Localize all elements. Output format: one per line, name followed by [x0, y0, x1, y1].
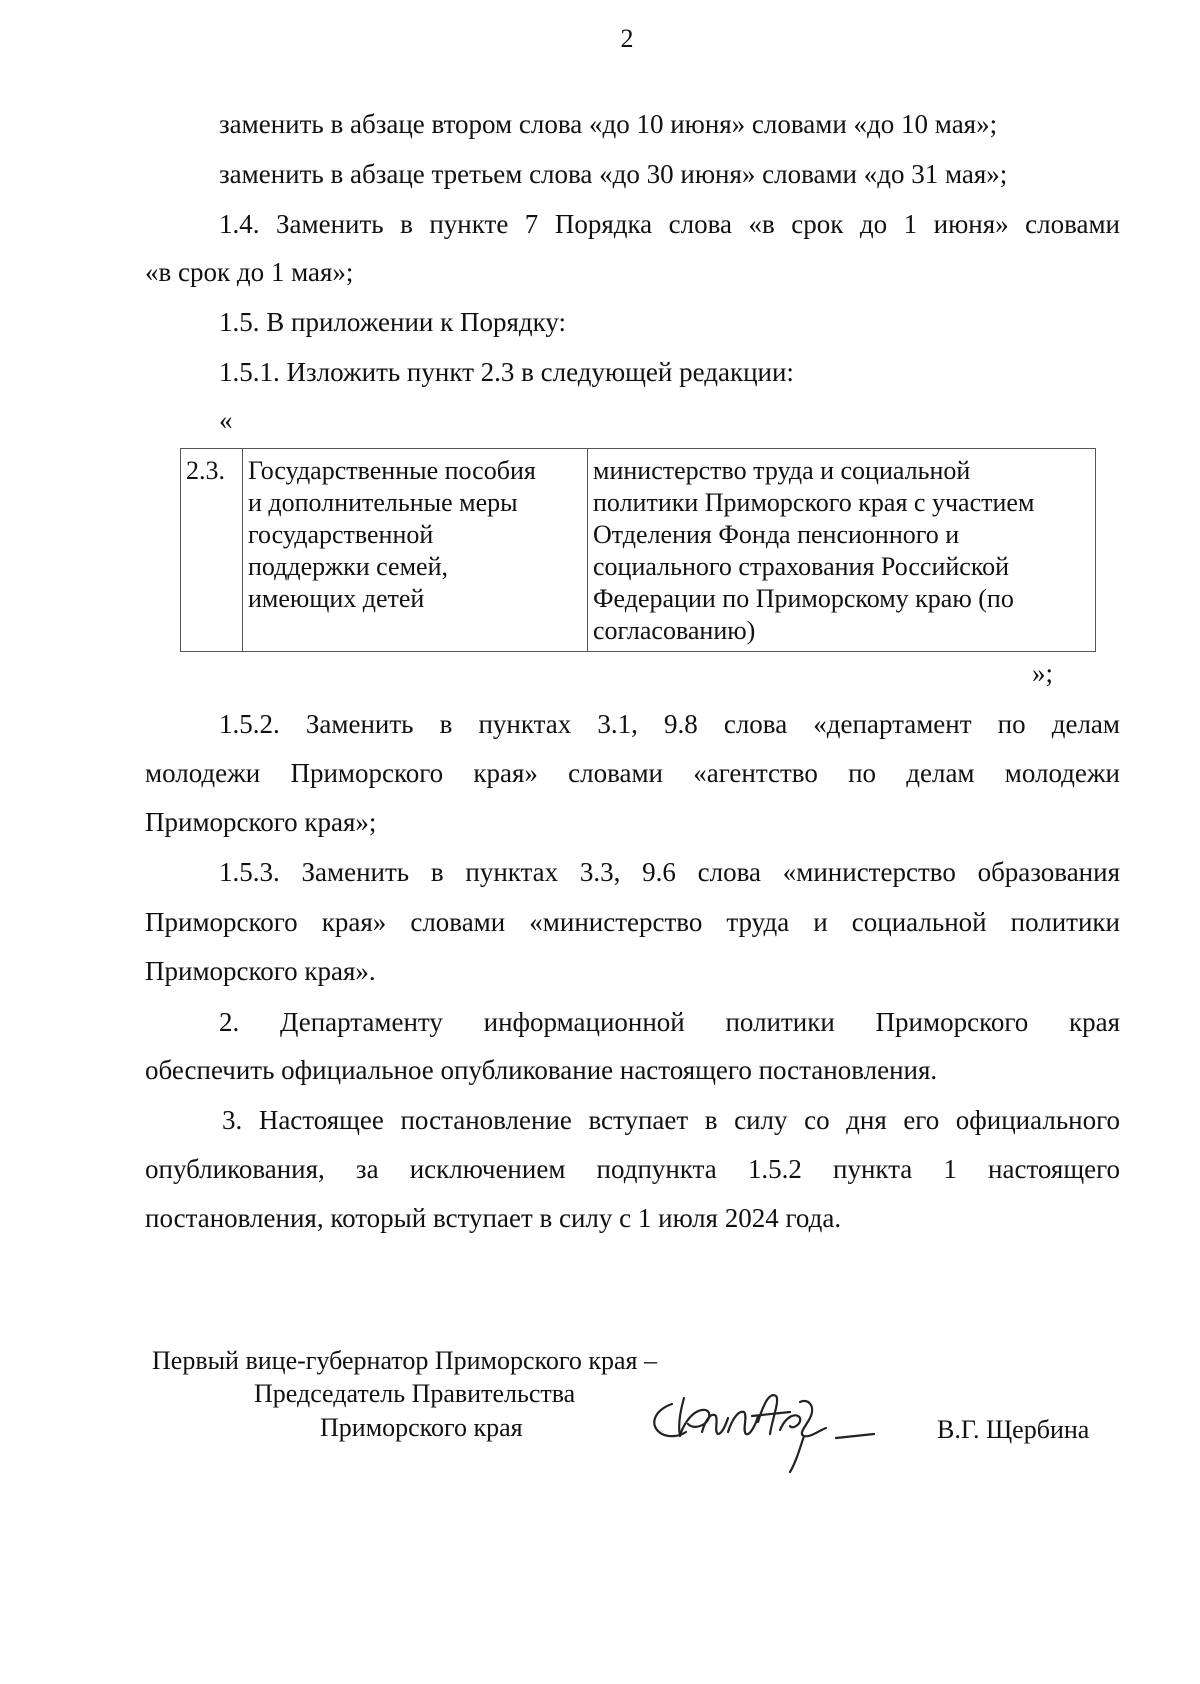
handwritten-signature-icon: [640, 1382, 920, 1482]
cell-line: министерство труда и социальной: [593, 456, 971, 485]
paragraph-1-5-1: 1.5.1. Изложить пункт 2.3 в следующей редакции:: [219, 357, 794, 387]
signatory-name: В.Г. Щербина: [937, 1415, 1090, 1444]
cell-line: 2.3.: [186, 456, 225, 485]
paragraph-1-5-3-line2: Приморского края» словами «министерство труда и социальной политики: [145, 907, 1120, 937]
insert-table: [180, 448, 1096, 652]
cell-line: Федерации по Приморскому краю (по: [593, 584, 1014, 613]
table-cell-number: [181, 449, 243, 652]
quote-open: «: [219, 405, 233, 435]
table-cell-name: [243, 449, 588, 652]
paragraph-1-5-2-line1: 1.5.2. Заменить в пунктах 3.1, 9.8 слова «департамент по делам: [219, 709, 1120, 739]
signatory-position-line3: Приморского края: [320, 1413, 523, 1442]
paragraph-3-line2: опубликования, за исключением подпункта 1.5.2 пункта 1 настоящего: [145, 1154, 1120, 1184]
quote-close: »;: [1032, 658, 1054, 688]
cell-line: Отделения Фонда пенсионного и: [593, 520, 960, 549]
signatory-position-line2: Председатель Правительства: [254, 1379, 576, 1408]
paragraph-1-4-line2: «в срок до 1 мая»;: [145, 257, 354, 287]
cell-line: согласованию): [593, 616, 756, 645]
paragraph-2-line2: обеспечить официальное опубликование настоящего постановления.: [145, 1055, 938, 1085]
cell-line: поддержки семей,: [248, 552, 448, 581]
paragraph-1-5: 1.5. В приложении к Порядку:: [219, 307, 566, 337]
paragraph-1-5-3-line3: Приморского края».: [145, 956, 376, 986]
paragraph-1-5-2-line2: молодежи Приморского края» словами «агентство по делам молодежи: [145, 758, 1120, 788]
paragraph-1-5-2-line3: Приморского края»;: [145, 807, 377, 837]
cell-line: социального страхования Российской: [593, 552, 1010, 581]
cell-line: имеющих детей: [248, 584, 425, 613]
page-number: 2: [620, 24, 634, 53]
paragraph-abzac-3: заменить в абзаце третьем слова «до 30 июня» словами «до 31 мая»;: [219, 159, 1008, 189]
paragraph-1-4-line1: 1.4. Заменить в пункте 7 Порядка слова «в срок до 1 июня» словами: [219, 209, 1120, 239]
cell-line: и дополнительные меры: [248, 488, 518, 517]
paragraph-abzac-2: заменить в абзаце втором слова «до 10 июня» словами «до 10 мая»;: [219, 109, 998, 139]
cell-line: Государственные пособия: [248, 456, 536, 485]
cell-line: государственной: [248, 520, 434, 549]
signatory-position-line1: Первый вице-губернатор Приморского края –: [152, 1346, 657, 1375]
paragraph-3-line3: постановления, который вступает в силу с 1 июля 2024 года.: [145, 1203, 842, 1233]
table-cell-responsible: [588, 449, 1096, 652]
table-row: [181, 449, 1096, 652]
paragraph-1-5-3-line1: 1.5.3. Заменить в пунктах 3.3, 9.6 слова «министерство образования: [219, 857, 1120, 887]
cell-line: политики Приморского края с участием: [593, 488, 1035, 517]
paragraph-2-line1: 2. Департаменту информационной политики Приморского края: [219, 1007, 1120, 1037]
paragraph-3-line1: 3. Настоящее постановление вступает в силу со дня его официального: [222, 1105, 1120, 1135]
